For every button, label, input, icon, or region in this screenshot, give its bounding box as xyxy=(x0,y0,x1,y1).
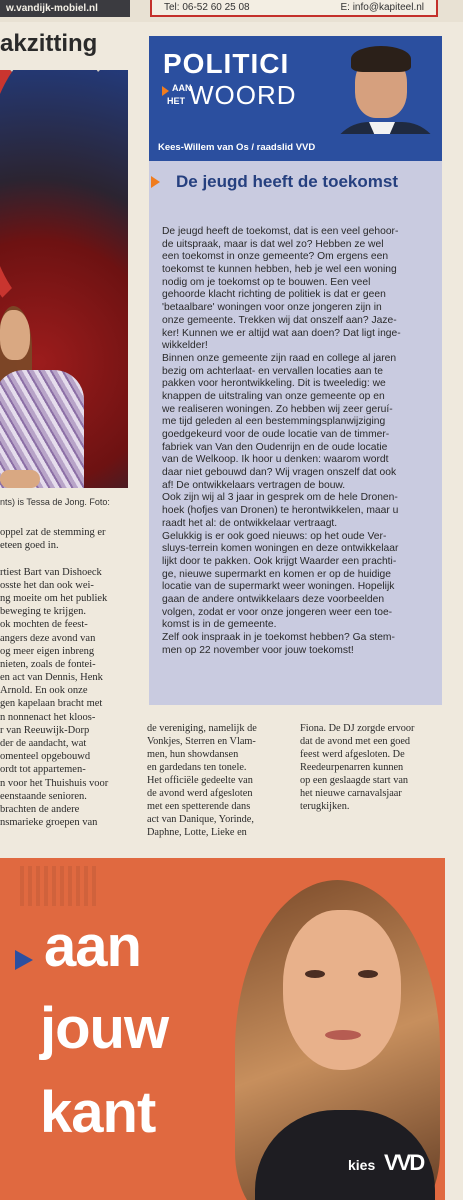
title-arrow-icon xyxy=(151,176,160,188)
text-line: dat de avond met een goed xyxy=(300,736,411,747)
text-line: af! De ontwikkelaars vertragen de bouw. xyxy=(162,479,346,491)
article-title: De jeugd heeft de toekomst xyxy=(176,172,398,191)
text-line: og meer eigen inbreng xyxy=(0,645,95,657)
ad-kies-label: kies xyxy=(348,1157,376,1173)
text-line: Zelf ook inspraak in je toekomst hebben? Ga stem- xyxy=(162,632,395,643)
text-line: gen kapelaan bracht met xyxy=(0,698,103,710)
text-line: daar niet gebouwd dan? Wij vragen onszelf dat ook xyxy=(162,467,397,479)
ad-slogan-line-2: jouw xyxy=(40,996,169,1061)
text-line: n nonnenact het kloos- xyxy=(0,711,96,723)
text-line: Reedeurpenarren kunnen xyxy=(300,762,404,773)
ad-slogan-line-3: kant xyxy=(40,1080,156,1145)
text-line: goedgekeurd voor de oude locatie van de timmer- xyxy=(162,429,390,440)
text-line: me tijd geleden al een bestemmingsplanwijziging xyxy=(162,416,386,428)
text-line: volgen, zodat er voor onze jongeren weer een toe- xyxy=(162,606,393,618)
text-line: locatie van de supermarkt weer woningen. Hopelijk xyxy=(162,581,395,593)
text-line: pakken voor herontwikkeling. Dit is tweeledig: we xyxy=(162,378,386,390)
text-line: osste het dan ook wei- xyxy=(0,579,94,591)
text-line: omenteel opgebouwd xyxy=(0,751,91,763)
text-line: nsmarieke groepen van xyxy=(0,817,98,829)
ad-slogan-line-1: aan xyxy=(44,914,141,979)
text-line: de avond werd afgesloten xyxy=(147,788,253,799)
text-line: men, hun showdansen xyxy=(147,749,239,760)
text-line: toekomst te kunnen hebben, heb je wel een woning xyxy=(162,264,397,276)
advertiser-website: w.vandijk-mobiel.nl xyxy=(0,0,130,17)
text-line: ge, nieuwe supermarkt en komen er op de huidige xyxy=(162,568,391,580)
text-line: beweging te krijgen. xyxy=(0,606,87,618)
text-line: de vereniging, namelijk de xyxy=(147,723,257,734)
text-line: onze gemeente. Trekken wij dat onszelf aan? Jaze- xyxy=(162,314,397,326)
text-line: en gardedans ten tonele. xyxy=(147,762,247,773)
text-line: Arnold. En ook onze xyxy=(0,685,88,697)
text-line: oppel zat de stemming er xyxy=(0,527,106,538)
text-line: Binnen onze gemeente zijn raad en college al jaren xyxy=(162,352,397,364)
text-line: wikkelder! xyxy=(162,340,208,352)
text-line: men op 22 november voor jouw toekomst! xyxy=(162,644,354,656)
text-line: terugkijken. xyxy=(300,801,350,812)
text-line: Het officiële gedeelte van xyxy=(147,775,253,786)
text-line: eteen goed in. xyxy=(0,540,59,552)
column-title-het: HET xyxy=(167,96,185,106)
ad-phone: Tel: 06-52 60 25 08 xyxy=(164,2,250,13)
text-line: van de Welkoop. Ik hoor u denken: waarom wordt xyxy=(162,454,389,466)
article-body xyxy=(162,226,437,657)
text-line: nieten, zoals de fontei- xyxy=(0,658,96,670)
text-line: met een spetterende dans xyxy=(147,801,251,812)
text-line: het nieuwe carnavalsjaar xyxy=(300,788,402,799)
carnival-story-right-column xyxy=(300,723,450,814)
text-line: brachten de andere xyxy=(0,803,80,815)
text-line: Gelukkig is er ook goed nieuws: op het oude Ver- xyxy=(162,530,387,542)
text-line: n voor het Thuishuis voor xyxy=(0,777,109,789)
author-byline: Kees-Willem van Os / raadslid VVD xyxy=(158,142,316,153)
text-line: gaan de andere ontwikkelaars deze voorbeelden xyxy=(162,593,385,605)
text-line: komst is in de gemeente. xyxy=(162,619,277,631)
ad-email: E: info@kapiteel.nl xyxy=(340,2,424,13)
left-story-headline: akzitting xyxy=(0,30,98,57)
text-line: rtiest Bart van Dishoeck xyxy=(0,566,102,578)
text-line: een toekomst in onze gemeente? Om ergens een xyxy=(162,251,389,263)
text-line: hoek (hofjes van Dronen) te herontwikkelen, maar u xyxy=(162,505,399,517)
text-line: Fiona. De DJ zorgde ervoor xyxy=(300,723,415,734)
text-line: r van Reeuwijk-Dorp xyxy=(0,724,90,736)
column-title-woord: WOORD xyxy=(189,80,297,110)
text-line: der de aandacht, wat xyxy=(0,738,87,749)
text-line: raadt het al: de ontwikkelaar vertraagt. xyxy=(162,517,338,529)
text-line: eenstaande senioren. xyxy=(0,790,87,802)
text-line: ker! Kunnen we er altijd wat aan doen? Dat ligt inge- xyxy=(162,327,401,339)
text-line xyxy=(0,553,132,566)
text-line: Vonkjes, Sterren en Vlam- xyxy=(147,736,256,747)
text-line: De jeugd heeft de toekomst, dat is een veel gehoor- xyxy=(162,226,399,237)
text-line: de uitspraak, maar is dat wel zo? Hebben ze wel xyxy=(162,238,384,250)
carnival-story-middle-column xyxy=(147,723,292,840)
text-line: fabriek van Van den Oudenrijn en de oude locatie xyxy=(162,441,388,453)
column-title-aan: AAN xyxy=(172,83,192,93)
text-line: op een geslaagde start van xyxy=(300,775,409,786)
photo-caption: nts) is Tessa de Jong. Foto: xyxy=(0,497,110,507)
chevron-right-icon xyxy=(15,950,33,970)
carnival-photo xyxy=(0,70,128,488)
text-line: gehoorde klacht richting de politiek is dat er geen xyxy=(162,289,386,301)
text-line: we realiseren woningen. Zo hebben wij zeer geruí- xyxy=(162,403,393,415)
text-line: feest werd afgesloten. De xyxy=(300,749,405,760)
text-line: ng moeite om het publiek xyxy=(0,592,108,604)
text-line: 'betaalbare' woningen voor onze jongeren zijn in xyxy=(162,302,382,314)
text-line: Daphne, Lotte, Lieke en xyxy=(147,827,247,838)
text-line: angers deze avond van xyxy=(0,632,96,644)
text-line: en act van Dennis, Henk xyxy=(0,672,103,684)
left-story-body xyxy=(0,527,132,830)
text-line: bezig om achterlaat- en vervallen locaties aan te xyxy=(162,365,383,377)
text-line: ordt tot appartemen- xyxy=(0,764,86,776)
column-title-politici: POLITICI xyxy=(163,48,290,79)
text-line: nodig om je toekomst op te bouwen. Een veel xyxy=(162,276,371,288)
top-advertisement xyxy=(150,0,438,17)
text-line: sluys-terrein komen woningen en deze ontwikkelaar xyxy=(162,543,399,555)
text-line: Ook zijn wij al 3 jaar in gesprek om de hele Dronen- xyxy=(162,492,398,504)
arrow-icon xyxy=(162,86,169,96)
text-line: ok mochten de feest- xyxy=(0,619,88,631)
text-line: lijkt door te pakken. Ook krijgt Waarder een prachti- xyxy=(162,555,397,567)
text-line: knappen de uitstraling van onze gemeente op en xyxy=(162,390,385,402)
qr-code-icon xyxy=(20,866,100,906)
vvd-logo: VVD xyxy=(384,1150,424,1175)
text-line: act van Danique, Yorinde, xyxy=(147,814,254,825)
